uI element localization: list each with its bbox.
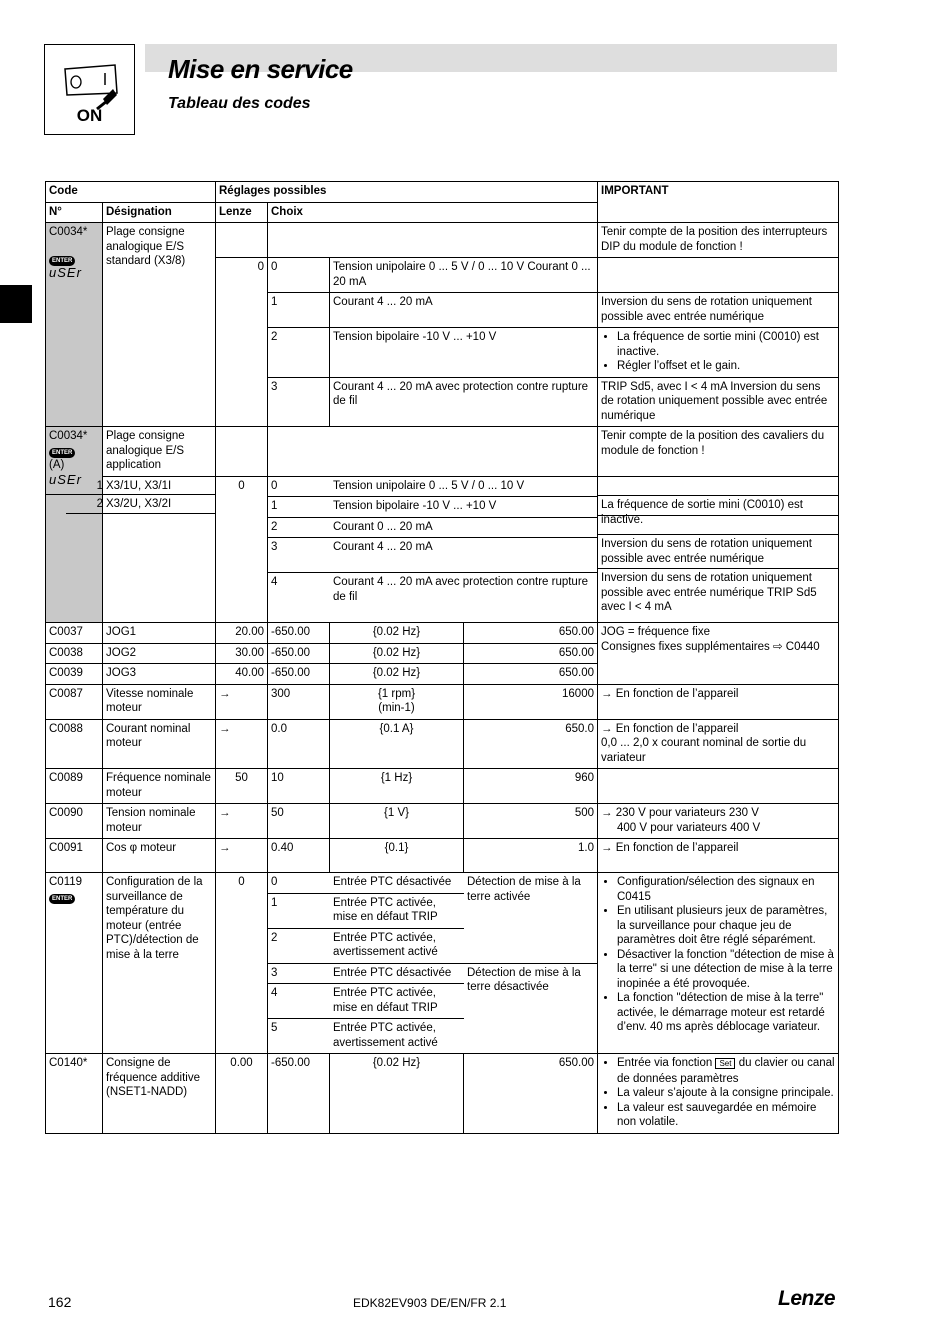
important-line: Inversion du sens de rotation uniquement possible avec entrée numérique — [598, 535, 838, 569]
choice-text: Tension unipolaire 0 ... 5 V / 0 ... 10 V — [330, 477, 597, 497]
max-cell: 650.00 — [464, 664, 598, 685]
important-cell — [598, 328, 839, 378]
user-menu-label: uSEr — [49, 265, 82, 280]
header-no: N° — [46, 202, 103, 223]
lenze-cell: → — [216, 804, 268, 839]
header-reglages: Réglages possibles — [216, 182, 598, 203]
page-subtitle: Tableau des codes — [168, 95, 311, 112]
brand-logo: Lenze — [778, 1287, 836, 1310]
step-cell: {0.02 Hz} — [330, 643, 464, 664]
step-cell: {0.02 Hz} — [330, 664, 464, 685]
table-row — [46, 623, 839, 644]
page-title: Mise en service — [168, 54, 353, 84]
important-line: La fréquence de sortie mini (C0010) est inactive. — [598, 496, 838, 516]
bullet-item: • La fonction "détection de mise à la terre" activée, le démarrage moteur est retardé d’env. 40 ms après déblocage variateur. — [617, 991, 835, 1035]
choice-text: Courant 0 ... 20 mA — [330, 517, 597, 538]
table-row — [46, 804, 839, 839]
important-cell — [598, 623, 839, 685]
lenze-cell — [216, 427, 268, 477]
code-number: C0038 — [46, 643, 103, 664]
choice-number: 4 — [268, 984, 330, 1019]
on-switch-logo — [44, 44, 135, 135]
table-row — [46, 839, 839, 873]
header-code: Code — [46, 182, 216, 203]
code-number: C0119 — [49, 876, 83, 888]
enter-key-icon: ENTER — [49, 256, 75, 266]
choice-row — [268, 497, 597, 518]
max-cell: 960 — [464, 769, 598, 804]
designation-cell: JOG3 — [103, 664, 216, 685]
max-cell: 650.00 — [464, 623, 598, 644]
choice-row — [268, 573, 597, 623]
code-number: C0087 — [46, 684, 103, 719]
choice-text: Tension bipolaire -10 V ... +10 V — [330, 328, 598, 378]
subcode-label: X3/2U, X3/2I — [106, 498, 172, 510]
code-number: C0039 — [46, 664, 103, 685]
important-line: → En fonction de l’appareil — [601, 722, 739, 735]
bullet-text: du clavier ou canal de données paramètres — [617, 1057, 835, 1085]
choice-number: 0 — [268, 477, 330, 497]
min-cell: 300 — [268, 684, 330, 719]
switch-icon — [45, 51, 134, 111]
important-line: 0,0 ... 2,0 x courant nominal de sortie du variateur — [601, 737, 807, 764]
designation-cell: Fréquence nominale moteur — [103, 769, 216, 804]
lenze-cell: 20.00 — [216, 623, 268, 644]
important-cell — [598, 804, 839, 839]
subcode-a: (A) — [49, 459, 65, 471]
min-cell: 50 — [268, 804, 330, 839]
code-number: C0140* — [46, 1054, 103, 1134]
user-menu-label: uSEr — [49, 471, 82, 487]
choice-text: Courant 4 ... 20 mA — [330, 293, 598, 328]
min-cell: 0.0 — [268, 719, 330, 769]
max-cell: 1.0 — [464, 839, 598, 873]
designation-cell: Tension nominale moteur — [103, 804, 216, 839]
lenze-cell: 40.00 — [216, 664, 268, 685]
step-cell — [330, 684, 464, 719]
important-line: → 230 V pour variateurs 230 V — [601, 807, 759, 819]
code-number: C0034* — [49, 226, 88, 238]
choice-number: 0 — [268, 873, 330, 893]
choice-text: Entrée PTC activée, mise en défaut TRIP — [330, 984, 464, 1019]
lenze-cell: 0.00 — [216, 1054, 268, 1134]
subcode-number: 1 — [96, 479, 103, 492]
lenze-cell: → — [216, 684, 268, 719]
min-cell: -650.00 — [268, 643, 330, 664]
choice-number: 4 — [271, 576, 278, 588]
min-cell: -650.00 — [268, 623, 330, 644]
set-key-icon: Set — [715, 1058, 735, 1069]
jog-note: JOG = fréquence fixe — [601, 626, 710, 638]
important-cell: → En fonction de l’appareil — [598, 684, 839, 719]
important-line: 400 V pour variateurs 400 V — [617, 821, 761, 834]
lenze-cell — [216, 223, 268, 258]
choice-text: Courant 4 ... 20 mA avec protection contre rupture de fil — [333, 576, 589, 603]
subcode-number: 2 — [96, 498, 103, 510]
code-number: C0090 — [46, 804, 103, 839]
important-line — [598, 477, 838, 497]
step-cell: {1 V} — [330, 804, 464, 839]
max-cell: 500 — [464, 804, 598, 839]
chapter-tab — [0, 285, 32, 323]
designation-cell: Vitesse nominale moteur — [103, 684, 216, 719]
code-cell — [46, 223, 103, 427]
code-number: C0034* — [49, 430, 88, 442]
important-subtable — [598, 476, 839, 623]
lenze-cell: → — [216, 719, 268, 769]
bullet-item: • En utilisant plusieurs jeux de paramètres, la surveillance pour chaque jeu de paramètres doit être réglé séparément. — [617, 904, 835, 948]
choice-number: 3 — [268, 538, 330, 573]
important-cell — [598, 769, 839, 804]
min-cell: -650.00 — [268, 664, 330, 685]
table-row — [46, 684, 839, 719]
table-row — [46, 476, 839, 623]
choice-text: Entrée PTC désactivée — [330, 873, 464, 893]
designation-cell: Plage consigne analogique E/S application — [103, 427, 216, 477]
code-cell — [46, 873, 103, 1054]
choice-text: Entrée PTC activée, mise en défaut TRIP — [330, 893, 464, 928]
choice-cell — [268, 427, 598, 477]
choice-number: 2 — [268, 328, 330, 378]
code-number: C0037 — [46, 623, 103, 644]
choice-number: 1 — [268, 893, 330, 928]
bullet-item: • Régler l’offset et le gain. — [617, 359, 835, 374]
designation-cell: Configuration de la surveillance de température du moteur (entrée PTC)/détection de mise à la terre — [103, 873, 216, 1054]
table-row — [46, 223, 839, 258]
choice-text: Entrée PTC activée, avertissement activé — [330, 928, 464, 963]
max-cell: 16000 — [464, 684, 598, 719]
table-row — [46, 427, 839, 477]
code-number: C0088 — [46, 719, 103, 769]
choice-text: Tension unipolaire 0 ... 5 V / 0 ... 10 V Courant 0 ... 20 mA — [330, 258, 598, 293]
designation-cell: JOG1 — [103, 623, 216, 644]
choice-text: Courant 4 ... 20 mA — [330, 538, 597, 573]
choice-number: 5 — [271, 1022, 278, 1034]
code-number: C0089 — [46, 769, 103, 804]
table-row — [46, 873, 839, 1054]
choice-row — [268, 517, 597, 538]
table-row — [46, 1054, 839, 1134]
header-choix: Choix — [268, 202, 598, 223]
lenze-cell: 30.00 — [216, 643, 268, 664]
choice-text: Entrée PTC activée, avertissement activé — [333, 1022, 438, 1049]
important-cell — [598, 258, 839, 293]
lenze-cell: → — [216, 839, 268, 873]
choice-row — [268, 538, 597, 573]
choice-number: 3 — [268, 377, 330, 427]
lenze-cell: 0 — [216, 873, 268, 1054]
bullet-item: • La valeur est sauvegardée en mémoire non volatile. — [617, 1101, 835, 1130]
header-designation: Désignation — [103, 202, 216, 223]
choice-row — [268, 873, 597, 893]
enter-key-icon: ENTER — [49, 448, 75, 458]
step-cell: {0.1} — [330, 839, 464, 873]
step-cell: {0.02 Hz} — [330, 1054, 464, 1134]
choice-number: 2 — [268, 928, 330, 963]
code-number: C0091 — [46, 839, 103, 873]
important-cell: Tenir compte de la position des interrupteurs DIP du module de fonction ! — [598, 223, 839, 258]
designation-cell: Consigne de fréquence additive (NSET1-NADD) — [103, 1054, 216, 1134]
important-cell — [598, 873, 839, 1054]
designation-cell: Cos φ moteur — [103, 839, 216, 873]
important-cell: → En fonction de l’appareil — [598, 839, 839, 873]
choice-text: Courant 4 ... 20 mA avec protection contre rupture de fil — [330, 377, 598, 427]
lenze-cell: 50 — [216, 769, 268, 804]
lenze-cell: 0 — [216, 476, 268, 623]
bullet-item: • La fréquence de sortie mini (C0010) est inactive. — [617, 330, 835, 359]
choice-list — [268, 477, 597, 623]
max-cell: 650.0 — [464, 719, 598, 769]
min-cell: -650.00 — [268, 1054, 330, 1134]
subcode-cell — [96, 476, 216, 623]
table-row — [46, 769, 839, 804]
choice-number: 2 — [268, 517, 330, 538]
detection-label: Détection de mise à la terre activée — [464, 873, 597, 963]
min-cell: 10 — [268, 769, 330, 804]
step-cell: {0.02 Hz} — [330, 623, 464, 644]
bullet-item: • La valeur s’ajoute à la consigne principale. — [617, 1086, 835, 1101]
choice-subtable — [268, 873, 598, 1054]
header-lenze: Lenze — [216, 202, 268, 223]
important-cell: TRIP Sd5, avec I < 4 mA Inversion du sens de rotation uniquement possible avec entrée numérique — [598, 377, 839, 427]
detection-label: Détection de mise à la terre désactivée — [467, 966, 581, 993]
code-cell — [46, 427, 103, 623]
step-cell: {0.1 A} — [330, 719, 464, 769]
bullet-text: Entrée via fonction — [617, 1057, 713, 1069]
table-header-row-1 — [46, 182, 839, 203]
table-row — [46, 719, 839, 769]
choice-number: 1 — [268, 497, 330, 518]
jog-note: Consignes fixes supplémentaires ⇨ C0440 — [601, 640, 820, 653]
important-cell: Inversion du sens de rotation uniquement possible avec entrée numérique — [598, 293, 839, 328]
subcode-label: X3/1U, X3/1I — [106, 479, 172, 492]
ptc-choice-list — [268, 873, 597, 1053]
choice-number: 1 — [268, 293, 330, 328]
enter-key-icon: ENTER — [49, 894, 75, 904]
important-cell — [598, 719, 839, 769]
choice-row — [268, 963, 597, 984]
header-important: IMPORTANT — [598, 182, 839, 223]
important-cell: Tenir compte de la position des cavaliers du module de fonction ! — [598, 427, 839, 477]
document-id: EDK82EV903 DE/EN/FR 2.1 — [353, 1296, 507, 1310]
choice-number: 0 — [268, 258, 330, 293]
bullet-item — [617, 1056, 835, 1086]
important-cell — [598, 1054, 839, 1134]
step-unit-alt: (min-1) — [378, 702, 415, 714]
choice-text: Entrée PTC désactivée — [330, 963, 464, 984]
choice-text: Tension bipolaire -10 V ... +10 V — [330, 497, 597, 518]
lenze-cell: 0 — [216, 258, 268, 427]
bullet-item: • Configuration/sélection des signaux en C0415 — [617, 875, 835, 904]
step-cell: {1 Hz} — [330, 769, 464, 804]
max-cell: 650.00 — [464, 1054, 598, 1134]
choice-cell — [268, 223, 598, 258]
bullet-item: • Désactiver la fonction "détection de mise à la terre" si une détection de mise à la terre inopinée a été provoquée. — [617, 948, 835, 992]
on-label: ON — [76, 106, 103, 125]
choice-number: 3 — [268, 963, 330, 984]
step-unit: {1 rpm} — [377, 687, 416, 700]
designation-cell: Courant nominal moteur — [103, 719, 216, 769]
min-cell: 0.40 — [268, 839, 330, 873]
codes-table — [45, 181, 839, 1134]
designation-cell: JOG2 — [103, 643, 216, 664]
choice-subtable — [268, 476, 598, 623]
choice-row — [268, 477, 597, 497]
page-number: 162 — [48, 1294, 72, 1310]
important-line: Inversion du sens de rotation uniquement possible avec entrée numérique TRIP Sd5 avec I < 4 mA — [601, 572, 817, 613]
designation-cell: Plage consigne analogique E/S standard (X3/8) — [103, 223, 216, 427]
max-cell: 650.00 — [464, 643, 598, 664]
